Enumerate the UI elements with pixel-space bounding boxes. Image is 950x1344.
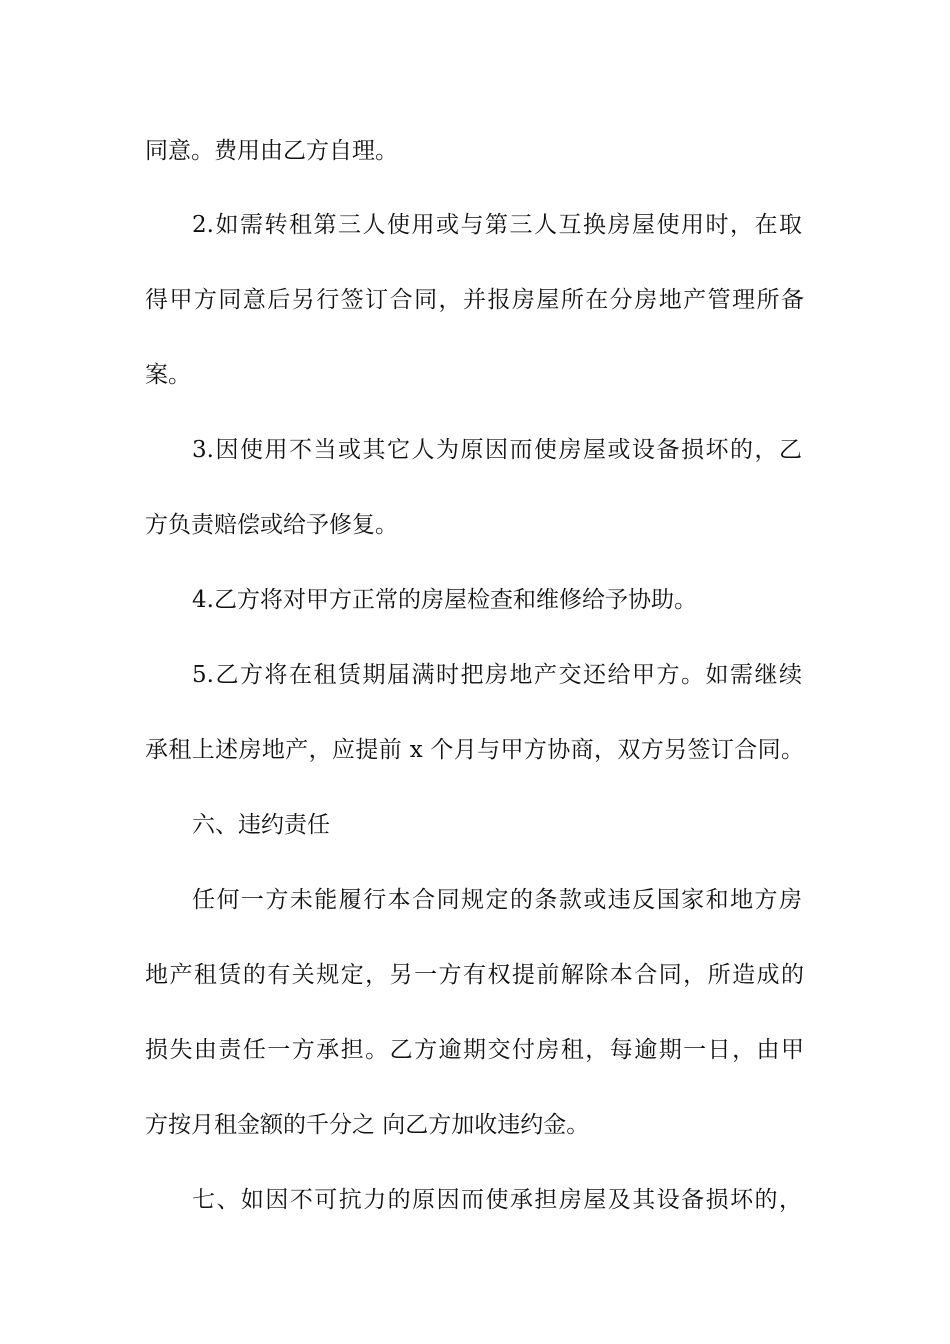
text-line: 承租上述房地产，应提前 x 个月与甲方协商，双方另签订合同。 — [145, 737, 804, 763]
text-line: 同意。费用由乙方自理。 — [145, 138, 398, 164]
text-line: 七、如因不可抗力的原因而使承担房屋及其设备损坏的， — [192, 1187, 802, 1213]
text-line: 方按月租金额的千分之 向乙方加收违约金。 — [145, 1112, 590, 1138]
text-line: 方负责赔偿或给予修复。 — [145, 512, 398, 538]
text-line: 4.乙方将对甲方正常的房屋检查和维修给予协助。 — [192, 587, 697, 613]
text-line: 案。 — [145, 362, 191, 388]
section-heading: 六、违约责任 — [192, 812, 330, 838]
text-line: 得甲方同意后另行签订合同，并报房屋所在分房地产管理所备 — [145, 287, 804, 313]
text-line: 地产租赁的有关规定，另一方有权提前解除本合同，所造成的 — [145, 962, 804, 988]
text-line: 5.乙方将在租赁期届满时把房地产交还给甲方。如需继续 — [192, 662, 802, 688]
text-line: 2.如需转租第三人使用或与第三人互换房屋使用时，在取 — [192, 212, 802, 238]
text-line: 3.因使用不当或其它人为原因而使房屋或设备损坏的，乙 — [192, 437, 802, 463]
text-line: 损失由责任一方承担。乙方逾期交付房租，每逾期一日，由甲 — [145, 1037, 804, 1063]
text-line: 任何一方未能履行本合同规定的条款或违反国家和地方房 — [192, 887, 802, 913]
